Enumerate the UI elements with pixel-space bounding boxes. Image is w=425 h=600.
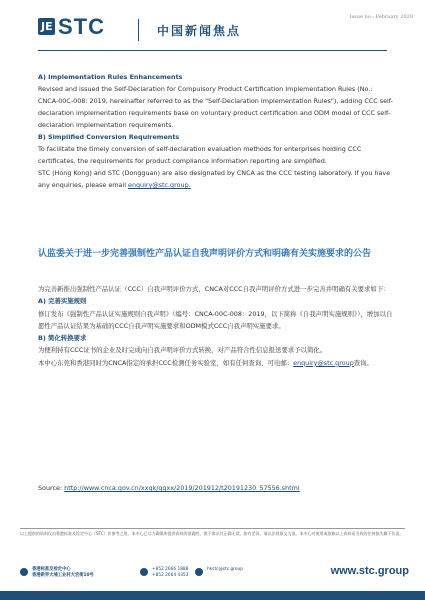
cn-contact: 本中心东莞和香港同时为CNCA指定的承担CCC检测任务实验室，如有任何查询，可电邮：enquiry@stc.group查询。 — [38, 358, 373, 367]
cn-section-a-body: 修订发布《强制性产品认证实施规则自我声明》（编号：CNCA-00C-008：2019，以下简称《自我声明实施规则》），增加以自愿性产品认证结果为基础的CCC自我声明实施要求和ODM模式CCC自我声明实施要求。 — [38, 309, 393, 330]
footer-company: 香港标准及检定中心 香港新界大埔工业村大宏街10号 — [32, 567, 94, 578]
cn-email-link[interactable]: enquiry@stc.group — [293, 358, 354, 367]
stc-logo-icon: JE — [38, 18, 55, 35]
footer-website[interactable]: www.stc.group — [330, 565, 409, 577]
en-section-a-body: Revised and issued the Self-Declaration for Compulsory Product Certification Implementation Rules (No.: CNCA-00C-008: 2019, hereinafter referred to as the "Self-Declaration Implementation Rules"), adding CCC self-declaration implementation requirements base on voluntary product certification and ODM model of CCC self-declaration implementation requirements. — [38, 85, 393, 129]
cn-section-b-title: B) 简化转换要求 — [38, 334, 87, 343]
source-line — [38, 484, 300, 492]
cn-intro: 为完善新推出强制性产品认证（CCC）自我声明评价方式，CNCA对CCC自我声明评价方式进一步完善并明确有关要求如下： — [38, 285, 390, 293]
email-icon — [195, 568, 203, 576]
footer-phones: +852 2666 1888 +852 2664 4353 — [152, 567, 189, 578]
en-section-b-title: B) Simplified Conversion Requirements — [38, 133, 180, 141]
phone-icon — [140, 568, 148, 576]
chinese-title: 认监委关于进一步完善强制性产品认证自我声明评价方式和明确有关实施要求的公告 — [38, 249, 372, 259]
english-section — [38, 71, 393, 191]
cn-section-a-title: A) 完善实施规则 — [38, 297, 87, 306]
issue-number: Issue no.: February 2020 — [349, 14, 413, 20]
footer-contact-bar — [0, 562, 425, 584]
stc-logo-text: STC — [58, 14, 105, 39]
en-section-b-body: To facilitate the timely conversion of self-declaration evaluation methods for enterprises holding CCC certificates, the requirements for product compliance information reporting are simplified. — [38, 145, 362, 165]
en-contact: STC (Hong Kong) and STC (Dongguan) are also designated by CNCA as the CCC testing laboratory. If you have any enquiries, please email enquiry@stc.group. — [38, 169, 391, 189]
cn-section-b-body: 为便利持有CCC证书的企业及时完成向自我声明评价方式转换，对产品符合性信息报送要求予以简化。 — [38, 346, 327, 355]
chinese-section — [38, 283, 393, 369]
header-title: 中国新闻焦点 — [157, 24, 242, 38]
source-link[interactable]: http://www.cnca.gov.cn/xxgk/ggxx/2019/201912/t20191230_57556.shtml — [64, 484, 300, 492]
location-icon — [20, 568, 28, 576]
header-divider — [138, 19, 139, 41]
footer-email[interactable]: hkstc@stc.group — [207, 567, 243, 572]
header-rule — [38, 50, 387, 51]
footer-rule — [20, 528, 405, 529]
en-section-a-title: A) Implementation Rules Enhancements — [38, 73, 183, 81]
bottom-bar — [0, 591, 425, 600]
source-label: Source: — [38, 484, 63, 492]
en-email-link[interactable]: enquiry@stc.group. — [128, 181, 191, 189]
disclaimer: 以上提供的资料仅由香港标准及检定中心（STC）作参考之用。本中心已尽力确保所提供资料的准确性，惟不保证其正确无误，如有差异，请以法规原文为准。本中心对使用或依赖以上资料而引致的任何损失概不负责。 — [20, 531, 404, 536]
